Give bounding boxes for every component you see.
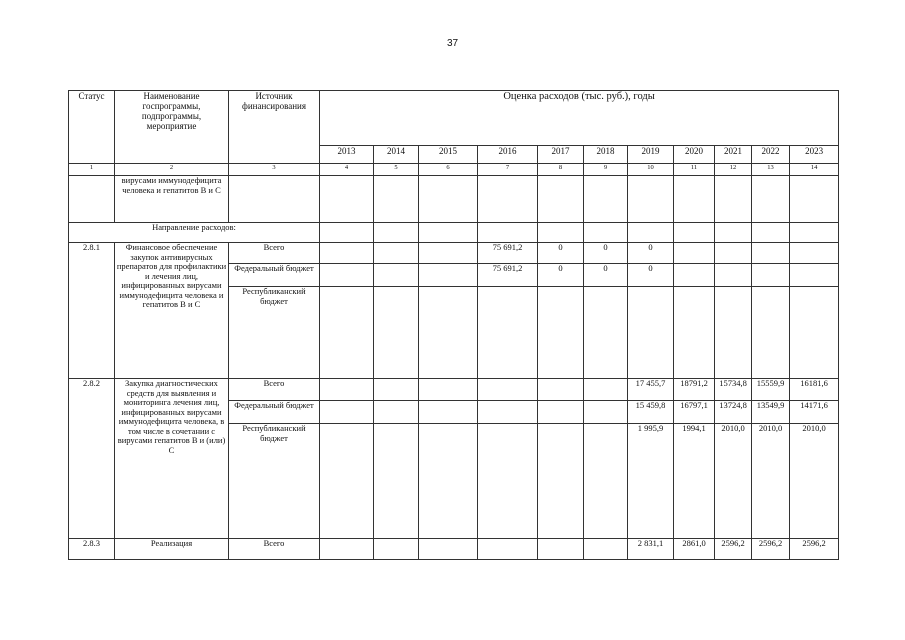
value-cell [419, 424, 478, 539]
table-row [69, 243, 839, 264]
value-cell [374, 287, 419, 379]
direction-row [69, 223, 839, 243]
col-index: 13 [752, 164, 790, 176]
source-cell: Федеральный бюджет [229, 401, 320, 424]
value-cell: 0 [628, 264, 674, 287]
header-row [69, 91, 839, 146]
value-cell: 2010,0 [752, 424, 790, 539]
value-cell: 15559,9 [752, 379, 790, 401]
source-cell: Всего [229, 243, 320, 264]
col-index: 2 [115, 164, 229, 176]
col-index: 12 [715, 164, 752, 176]
value-cell [320, 243, 374, 264]
value-cell: 1994,1 [674, 424, 715, 539]
value-cell: 2596,2 [715, 539, 752, 560]
col-index: 6 [419, 164, 478, 176]
value-cell [374, 401, 419, 424]
value-cell [752, 243, 790, 264]
value-cell [419, 379, 478, 401]
value-cell [538, 287, 584, 379]
col-index: 1 [69, 164, 115, 176]
col-index: 10 [628, 164, 674, 176]
col-index: 11 [674, 164, 715, 176]
value-cell [715, 287, 752, 379]
item-code: 2.8.1 [69, 243, 115, 379]
value-cell: 16181,6 [790, 379, 839, 401]
value-cell [538, 539, 584, 560]
value-cell: 2861,0 [674, 539, 715, 560]
value-cell [320, 424, 374, 539]
item-name: Закупка диагностических средств для выявления и мониторинга лечения лиц, инфицированных вирусами иммунодефицита человека, в том числе в сочетании с вирусами гепатитов В и (или) С [115, 379, 229, 539]
header-status: Статус [69, 91, 115, 164]
source-cell: Всего [229, 379, 320, 401]
col-index: 5 [374, 164, 419, 176]
value-cell [478, 287, 538, 379]
value-cell: 0 [584, 264, 628, 287]
item-name: Финансовое обеспечение закупок антивирусных препаратов для профилактики и лечения лиц, инфицированных вирусами иммунодефицита человека и гепатитов В и С [115, 243, 229, 379]
value-cell: 1 995,9 [628, 424, 674, 539]
source-cell: Всего [229, 539, 320, 560]
value-cell [374, 243, 419, 264]
value-cell: 13724,8 [715, 401, 752, 424]
year-2020: 2020 [674, 146, 715, 164]
value-cell [538, 424, 584, 539]
value-cell [628, 287, 674, 379]
value-cell [419, 243, 478, 264]
value-cell: 75 691,2 [478, 243, 538, 264]
value-cell [374, 264, 419, 287]
value-cell [584, 401, 628, 424]
continuation-row [69, 176, 839, 223]
item-code: 2.8.2 [69, 379, 115, 539]
value-cell [752, 287, 790, 379]
value-cell [419, 401, 478, 424]
value-cell [752, 264, 790, 287]
value-cell [715, 243, 752, 264]
value-cell: 2010,0 [790, 424, 839, 539]
value-cell [790, 264, 839, 287]
value-cell [478, 539, 538, 560]
value-cell [674, 264, 715, 287]
value-cell [478, 424, 538, 539]
value-cell: 17 455,7 [628, 379, 674, 401]
year-2016: 2016 [478, 146, 538, 164]
value-cell: 15734,8 [715, 379, 752, 401]
value-cell [584, 287, 628, 379]
year-2021: 2021 [715, 146, 752, 164]
source-cell: Республиканский бюджет [229, 287, 320, 379]
value-cell: 0 [628, 243, 674, 264]
value-cell [320, 379, 374, 401]
year-2023: 2023 [790, 146, 839, 164]
item-name: Реализация [115, 539, 229, 560]
header-estimate: Оценка расходов (тыс. руб.), годы [320, 91, 839, 146]
table-row [69, 539, 839, 560]
year-2014: 2014 [374, 146, 419, 164]
value-cell [320, 264, 374, 287]
value-cell [538, 379, 584, 401]
value-cell: 18791,2 [674, 379, 715, 401]
value-cell [584, 539, 628, 560]
year-2013: 2013 [320, 146, 374, 164]
col-index: 9 [584, 164, 628, 176]
direction-label: Направление расходов: [69, 223, 320, 243]
table-row [69, 379, 839, 401]
value-cell [478, 379, 538, 401]
value-cell [419, 264, 478, 287]
header-source: Источник финансирования [229, 91, 320, 164]
value-cell [374, 379, 419, 401]
value-cell: 0 [584, 243, 628, 264]
value-cell [320, 287, 374, 379]
col-index: 7 [478, 164, 538, 176]
column-index-row [69, 164, 839, 176]
value-cell: 14171,6 [790, 401, 839, 424]
source-cell: Федеральный бюджет [229, 264, 320, 287]
value-cell [674, 287, 715, 379]
year-2017: 2017 [538, 146, 584, 164]
col-index: 14 [790, 164, 839, 176]
value-cell: 2 831,1 [628, 539, 674, 560]
year-2015: 2015 [419, 146, 478, 164]
value-cell: 2596,2 [790, 539, 839, 560]
value-cell: 2596,2 [752, 539, 790, 560]
value-cell: 0 [538, 243, 584, 264]
value-cell: 13549,9 [752, 401, 790, 424]
value-cell: 15 459,8 [628, 401, 674, 424]
col-index: 8 [538, 164, 584, 176]
value-cell: 2010,0 [715, 424, 752, 539]
value-cell [584, 424, 628, 539]
value-cell [478, 401, 538, 424]
header-name: Наименование госпрограммы, подпрограммы, мероприятие [115, 91, 229, 164]
value-cell [320, 401, 374, 424]
budget-table [68, 90, 839, 560]
value-cell [320, 539, 374, 560]
value-cell [419, 539, 478, 560]
year-2019: 2019 [628, 146, 674, 164]
value-cell [715, 264, 752, 287]
year-2022: 2022 [752, 146, 790, 164]
continuation-name: вирусами иммунодефицита человека и гепатитов В и С [115, 176, 229, 223]
value-cell [374, 424, 419, 539]
value-cell: 0 [538, 264, 584, 287]
value-cell [674, 243, 715, 264]
value-cell [419, 287, 478, 379]
value-cell [374, 539, 419, 560]
value-cell [584, 379, 628, 401]
value-cell [538, 401, 584, 424]
source-cell: Республиканский бюджет [229, 424, 320, 539]
value-cell [790, 243, 839, 264]
col-index: 4 [320, 164, 374, 176]
item-code: 2.8.3 [69, 539, 115, 560]
col-index: 3 [229, 164, 320, 176]
value-cell: 16797,1 [674, 401, 715, 424]
year-2018: 2018 [584, 146, 628, 164]
value-cell [790, 287, 839, 379]
value-cell: 75 691,2 [478, 264, 538, 287]
page-number: 37 [446, 38, 459, 49]
